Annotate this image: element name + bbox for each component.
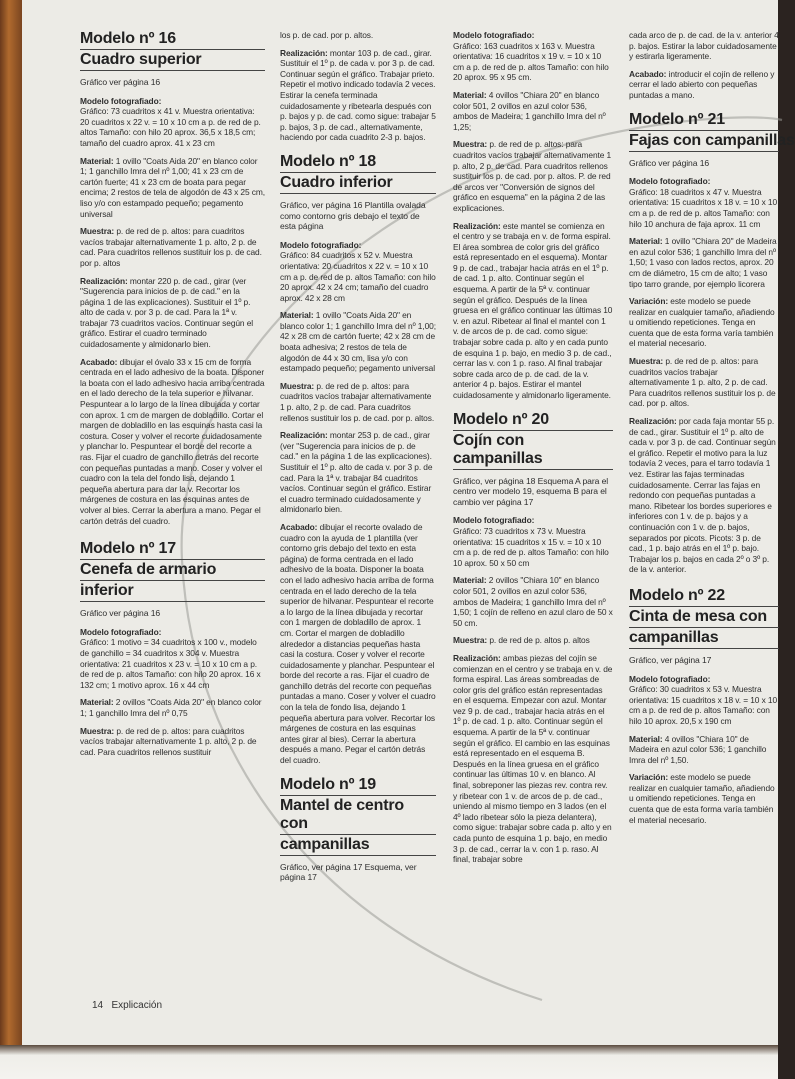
- model-22-subtitle-1: Cinta de mesa con: [629, 608, 779, 628]
- model-16-method: [80, 276, 265, 350]
- model-22-subtitle-2: campanillas: [629, 629, 779, 649]
- page-footer: [92, 1000, 162, 1011]
- model-22-photo-text: Gráfico: 30 cuadritos x 53 v. Muestra orientativa: 15 cuadritos x 18 v. = 10 x 10 cm a p. de red de p. altos Tamaño: con hilo 10 aprox. 20,5 x 190 cm: [629, 684, 778, 726]
- material-heading: Material:: [80, 697, 114, 708]
- model-18-photo-heading: Modelo fotografiado:: [280, 239, 362, 250]
- model-18-title: Modelo nº 18: [280, 153, 436, 173]
- model-20-photo-heading: Modelo fotografiado:: [453, 515, 535, 526]
- continued-text: cada arco de p. de cad. de la v. anterior 4 p. bajos. Estirar la labor cuidadosamente y estirarla ligeramente.: [629, 30, 779, 62]
- column-1: [80, 30, 265, 764]
- model-22-reference: Gráfico, ver página 17: [629, 654, 712, 665]
- model-17-method: [280, 48, 436, 143]
- model-21-photo-text: Gráfico: 18 cuadritos x 47 v. Muestra orientativa: 15 cuadritos x 18 v. = 10 x 10 cm a p. de red de p. altos Tamaño: con hilo 10 anchura de faja aprox. 11 cm: [629, 186, 778, 229]
- model-19-subtitle-1: Mantel de centro con: [280, 797, 436, 835]
- material-text: 4 ovillos "Chiara 10" de Madeira en azul color 536; 1 ganchillo Imra del nº 1,50.: [629, 733, 767, 765]
- stitch-heading: Muestra:: [453, 635, 488, 646]
- model-16-photo-heading: Modelo fotografiado:: [80, 95, 162, 106]
- model-16-material: [80, 156, 265, 220]
- stitch-heading: Muestra:: [280, 380, 315, 391]
- model-16-reference: Gráfico ver página 16: [80, 77, 161, 87]
- model-20-method: [453, 653, 613, 865]
- stitch-text: p. de red de p. altos p. altos: [489, 635, 590, 646]
- model-16-photo-text: Gráfico: 73 cuadritos x 41 v. Muestra orientativa: 20 cuadritos x 22 v. = 10 x 10 cm a p. de red de p. altos Tamaño: con hilo 20 aprox. 36,5 x 18,5 cm; tamaño del cuadro aprox. 41 x 23 cm: [80, 106, 261, 148]
- model-17-stitch: [80, 726, 265, 758]
- section-name: Explicación: [111, 1000, 163, 1011]
- page-number: 14: [92, 1000, 104, 1011]
- binding-edge: [0, 0, 22, 1079]
- page-edge-shadow: [0, 1045, 778, 1079]
- method-heading: Realización:: [453, 220, 501, 231]
- model-20-photo-text: Gráfico: 73 cuadritos x 73 v. Muestra orientativa: 15 cuadritos x 15 v. = 10 x 10 cm a p. de red de p. altos Tamaño: con hilo 10 aprox. 50 x 50 cm: [453, 525, 609, 568]
- finishing-heading: Acabado:: [629, 68, 667, 79]
- model-17-reference: Gráfico ver página 16: [80, 608, 161, 619]
- model-20-title: Modelo nº 20: [453, 411, 613, 431]
- variation-text: este modelo se puede realizar en cualquier tamaño, añadiendo u omitiendo repeticiones. Tenga en cuenta que de esta forma varía también el material necesario.: [629, 296, 775, 349]
- finishing-heading: Acabado:: [280, 521, 318, 532]
- stitch-text: p. de red de p. altos: para cuadritos vacíos trabajar alternativamente 1 p. alto, 2 p. de cad. Para cuadritos rellenos sustituir los p. de cad. por p. altos.: [629, 356, 776, 409]
- model-18-photo-text: Gráfico: 84 cuadritos x 52 v. Muestra orientativa: 20 cuadritos x 22 v. = 10 x 10 cm a p. de red de p. altos Tamaño: con hilo 20 aprox. 42 x 24 cm; tamaño del cuadro aprox. 42 x 28 cm: [280, 250, 436, 303]
- column-2: [280, 30, 436, 891]
- column-3: [453, 30, 613, 872]
- stitch-text: p. de red de p. altos: para cuadritos vacíos trabajar alternativamente 1 p. alto, 2 p. de cad. Para cuadritos rellenos sustituir: [80, 725, 257, 757]
- stitch-heading: Muestra:: [80, 226, 115, 237]
- model-21-variation: [629, 296, 779, 349]
- method-text: montar 220 p. de cad., girar (ver "Sugerencia para inicios de p. de cad." en la página 1 de las explicaciones). Sustituir el 1º p. alto de cada v. por 3 p. de cad. Para la 1ª v. trabajar 73 cuadritos vacíos. Continuar según el gráfico. Estirar el cuadro terminado cuidadosamente y almidonarlo bien.: [80, 275, 254, 350]
- model-21-reference: Gráfico ver página 16: [629, 157, 710, 168]
- stitch-heading: Muestra:: [629, 356, 664, 367]
- model-18-material: [280, 310, 436, 374]
- method-text: este mantel se comienza en el centro y se trabaja en v. de forma espiral. El área sombrea de color gris del gráfico está representado en el esquema). Montar 9 p. de cad., trabajar hacia atrás en el 1º p. de cad. 1 p. alto. Continuar según el esquema. A partir de la 5ª v. continuar según el gráfico. Después de la línea gruesa en el gráfico continuar las últimas 10 v. en azul. Ribetear al final el mantel con 1 v. de arcos de p. de cad. como sigue: trabajar sobre cada p. alto y en cada punto de esquina 1 p. bajo, en medio 3 p. de cad., cerrar las v. con 1 p. raso. Al final trabajar sobre cada arco de p. de cad. de la v. anterior 4 p. bajos. Estirar el mantel cuidadosamente y almidonarlo ligeramente.: [453, 220, 613, 400]
- model-19-subtitle-2: campanillas: [280, 836, 436, 856]
- model-20-material: [453, 575, 613, 628]
- method-text: montar 103 p. de cad., girar. Sustituir el 1º p. de cada v. por 3 p. de cad. Continuar según el gráfico. Trabajar prieto. Repetir el motivo indicado todavía 2 veces. Estirar la cenefa terminada cuidadosamente y ribetearla después con p. bajos y p. de cad. como sigue: trabajar 5 p. bajos, 3 p. de cad., alternativamente, haciendo por cada cuadrito 2-3 p. bajos.: [280, 47, 436, 143]
- model-21-photo-heading: Modelo fotografiado:: [629, 176, 711, 187]
- model-19-stitch: [453, 139, 613, 213]
- stitch-text: p. de red de p. altos: para cuadritos vacíos trabajar alternativamente 1 p. alto, 2 p. de cad. Para cuadritos rellenos sustituir los p. de cad. por p. altos.: [280, 380, 435, 423]
- finishing-text: dibujar el recorte ovalado de cuadro con la ayuda de 1 plantilla (ver contorno gris debajo del texto en esta página) de forma centrada en el lado adhesivo de la boata. Disponer la boata con el lado adhesivo hacia arriba de forma centrada en el lado derecho de la tela superior de hilvanar. Pespuntear el recorte a lo largo de la línea dibujada y recortar con 1 margen de dobladillo de aprox. 1 cm. Cortar el margen de dobladillo alrededor a distancias pequeñas hasta casi la costura. Coser y volver el recorte cuidadosamente y planchar. Pespuntear el borde del recorte a ras. Fijar el cuadro de ganchillo detrás del recorte con pequeñas puntadas a mano. Coser y volver el cuadro con la tela de fondo lisa, dejando 1 pequeña abertura para volver. Recortar los márgenes de costura en las esquinas antes girar al bies). Cerrar la abertura después a mano. Pegar el cartón detrás del cuadro.: [280, 521, 436, 766]
- model-18-stitch: [280, 381, 436, 423]
- model-17-subtitle-2: inferior: [80, 582, 265, 602]
- model-18-reference: Gráfico, ver página 16 Plantilla ovalada como contorno gris debajo el texto de esta página: [280, 199, 426, 232]
- stitch-heading: Muestra:: [453, 139, 488, 150]
- model-18-method: [280, 430, 436, 515]
- model-21-subtitle: Fajas con campanillas: [629, 132, 779, 152]
- model-19-photo-text: Gráfico: 163 cuadritos x 163 v. Muestra orientativa: 16 cuadritos x 19 v. = 10 x 10 cm a p. de red de p. altos Tamaño: con hilo 20 aprox. 95 x 95 cm.: [453, 40, 609, 83]
- method-heading: Realización:: [280, 430, 328, 441]
- model-19-material: [453, 90, 613, 132]
- model-17-photo-heading: Modelo fotografiado:: [80, 626, 162, 637]
- stitch-text: p. de red de p. altos: para cuadritos vacíos trabajar alternativamente 1 p. alto, 2 p. de cad. Para cuadritos rellenos sustituir los p. de cad. por p. altos. P. de red de arcos ver "Conversión de signos del gráfico en esquema" en la página 2 de las explicaciones.: [453, 139, 612, 213]
- method-heading: Realización:: [629, 416, 677, 427]
- continued-text: los p. de cad. por p. altos.: [280, 30, 374, 40]
- model-22-photo-heading: Modelo fotografiado:: [629, 673, 711, 684]
- model-16-title: Modelo nº 16: [80, 30, 265, 50]
- model-20-finishing: [629, 69, 779, 101]
- model-22-variation: [629, 772, 779, 825]
- method-text: montar 253 p. de cad., girar (ver "Sugerencia para inicios de p. de cad." en la página 1 de las explicaciones). Sustituir el 1º p. alto de cada v. por 3 p. de cad. Para la 1ª v. trabajar 84 cuadritos vacíos. Continuar según el gráfico. Estirar el cuadro terminado cuidadosamente y almidonarlo bien.: [280, 430, 433, 515]
- model-22-title: Modelo nº 22: [629, 587, 779, 607]
- model-21-method: [629, 416, 779, 575]
- model-22-material: [629, 734, 779, 766]
- model-17-material: [80, 697, 265, 718]
- material-heading: Material:: [80, 155, 114, 166]
- model-16-subtitle: Cuadro superior: [80, 51, 265, 71]
- model-18-finishing: [280, 522, 436, 766]
- material-text: 4 ovillos "Chiara 20" en blanco color 501, 2 ovillos en azul color 536, ambos de Madeira; 1 ganchillo Imra del nº 1,25;: [453, 89, 606, 132]
- model-19-reference: Gráfico, ver página 17 Esquema, ver página 17: [280, 861, 417, 883]
- method-heading: Realización:: [280, 47, 328, 58]
- method-text: ambas piezas del cojín se comienzan en el centro y se trabaja en v. de forma espiral. Las áreas sombreadas de color gris del gráfico están representadas en el esquema. Empezar con azul. Montar vez 9 p. de cad., trabajar hacia atrás en el 1º p. de cad. 1 p. alto. Continuar según el esquema. A partir de la 5ª v. continuar según el gráfico. El cambio en las esquinas está representado en el esquema B. Después en la línea gruesa en el gráfico continuar las últimas 10 v. en blanco. Al final, sobreponer las piezas rev. contra rev. y ribetear con 1 v. de arcos de p. de cad., uniendo al mismo tiempo en 3 lados (en el 4º lado ribetear sólo la pieza delantera), como sigue: trabajar sobre cada p. alto y en cada punto de esquina 1 p. bajo, en medio 3 p. de cad., cerrar la v. con 1 p. raso. Al final, trabajar sobre: [453, 652, 613, 865]
- material-heading: Material:: [280, 310, 314, 321]
- model-21-material: [629, 236, 779, 289]
- model-21-stitch: [629, 356, 779, 409]
- method-heading: Realización:: [80, 275, 128, 286]
- finishing-text: dibujar el óvalo 33 x 15 cm de forma centrada en el lado adhesivo de la boata. Disponer la boata con el lado adhesivo hacia arriba centrada en el lado derecho de la tela superior e hilvanar. Pespuntear a lo largo de la línea dibujada y cortar con aprox. 1 cm de margen de dobladillo. Cortar el margen de dobladillo en las esquinas hasta casi la costura. Coser y volver el recorte cuidadosamente y planchar lo. Pespuntear el borde del recorte a ras. Fijar el cuadro de ganchillo detrás del recorte con pequeñas puntadas a mano. Coser y volver el cuadro con la tela del fondo lisa, dejando 1 pequeña abertura para dar la v. Recortar los márgenes de costura en las esquinas antes de volver al bies. Cerrar la abertura a mano. Pegar el cartón detrás del cuadro.: [80, 356, 265, 526]
- model-19-title: Modelo nº 19: [280, 776, 436, 796]
- variation-text: este modelo se puede realizar en cualquier tamaño, añadiendo u omitiendo repeticiones. Tenga en cuenta que de esta forma varía también el material necesario.: [629, 772, 775, 825]
- model-17-title: Modelo nº 17: [80, 540, 265, 560]
- model-20-reference: Gráfico, ver página 18 Esquema A para el centro ver modelo 19, esquema B para el cambio ver página 17: [453, 475, 609, 507]
- material-heading: Material:: [629, 236, 663, 247]
- column-4: [629, 30, 795, 1030]
- model-17-subtitle-1: Cenefa de armario: [80, 561, 265, 581]
- material-text: 2 ovillos "Chiara 10" en blanco color 501, 2 ovillos en azul color 536, ambos de Madeira; 1 ganchillo Imra del nº 1,50; 1 cojín de relleno en azul claro de 50 x 50 cm.: [453, 575, 613, 628]
- stitch-text: p. de red de p. altos: para cuadritos vacíos trabajar alternativamente 1 p. alto, 2 p. de cad. Para cuadritos rellenos sustituir los p. de cad. por p. altos: [80, 226, 262, 268]
- stitch-heading: Muestra:: [80, 725, 115, 736]
- material-text: 2 ovillos "Coats Aida 20" en blanco color 1; 1 ganchillo Imra del nº 0,75: [80, 697, 262, 718]
- method-heading: Realización:: [453, 652, 501, 663]
- material-heading: Material:: [629, 733, 663, 744]
- method-text: por cada faja montar 55 p. de cad., girar. Sustituir el 1º p. alto de cada v. por 3 p. de cad. Continuar según el gráfico. Repetir el motivo para la luz todavía 2 veces, para el tarro todavía 1 vez. Estirar las fajas terminadas cuidadosamente. Cerrar las fajas en redondo con pequeñas puntadas a mano. Ribetear los bordes superiores e inferiores con 1 v. de p. bajos y a continuación con 1 v. de p. bajos, separados por picots. Picots: 3 p. de cad., 1 p. bajo atrás en el 1º p. bajo. Trabajar los p. bajos en cada 2º o 3º p. de la v. anterior.: [629, 416, 776, 575]
- model-19-photo-heading: Modelo fotografiado:: [453, 30, 535, 40]
- model-20-stitch: [453, 635, 613, 646]
- material-text: 1 ovillo "Coats Aida 20" en blanco color 1; 1 ganchillo Imra del nº 1,00; 42 x 28 cm de cartón fuerte; 42 x 28 cm de boata adhesiva; 2 restos de tela de algodón de 44 x 30 cm, lisa y/o con estampado pequeño; pegamento universal: [280, 310, 436, 374]
- finishing-text: introducir el cojín de relleno y cerrar el lado abierto con pequeñas puntadas a mano.: [629, 68, 775, 100]
- model-16-finishing: [80, 357, 265, 527]
- finishing-heading: Acabado:: [80, 356, 118, 367]
- model-19-method: [453, 221, 613, 401]
- material-text: 1 ovillo "Chiara 20" de Madeira en azul color 536; 1 ganchillo Imra del nº 1,50; 1 vaso con lados rectos, aprox. 20 cm de diámetro, 15 cm de alto; 1 vaso tipo tarro grande, por ejemplo licorera: [629, 236, 777, 289]
- variation-heading: Variación:: [629, 772, 669, 783]
- model-17-photo-text: Gráfico: 1 motivo = 34 cuadritos x 100 v., modelo de ganchillo = 34 cuadritos x 304 v. Muestra orientativa: 21 cuadritos x 23 v. = 10 x 10 cm a p. de red de p. altos Tamaño: con hilo 20 aprox. 16 x 132 cm; 1 motivo aprox. 16 x 44 cm: [80, 637, 261, 690]
- material-heading: Material:: [453, 89, 487, 100]
- variation-heading: Variación:: [629, 296, 669, 307]
- model-20-subtitle: Cojín con campanillas: [453, 432, 613, 470]
- model-18-subtitle: Cuadro inferior: [280, 174, 436, 194]
- material-heading: Material:: [453, 575, 487, 586]
- material-text: 1 ovillo "Coats Aida 20" en blanco color 1; 1 ganchillo Imra del nº 1,00; 41 x 23 cm de cartón fuerte; 41 x 23 cm de boata para pegar encima; 2 restos de tela de algodón de 43 x 25 cm, liso y/o con estampado pequeño; pegamento universal: [80, 155, 265, 219]
- model-16-stitch: [80, 226, 265, 268]
- model-21-title: Modelo nº 21: [629, 111, 779, 131]
